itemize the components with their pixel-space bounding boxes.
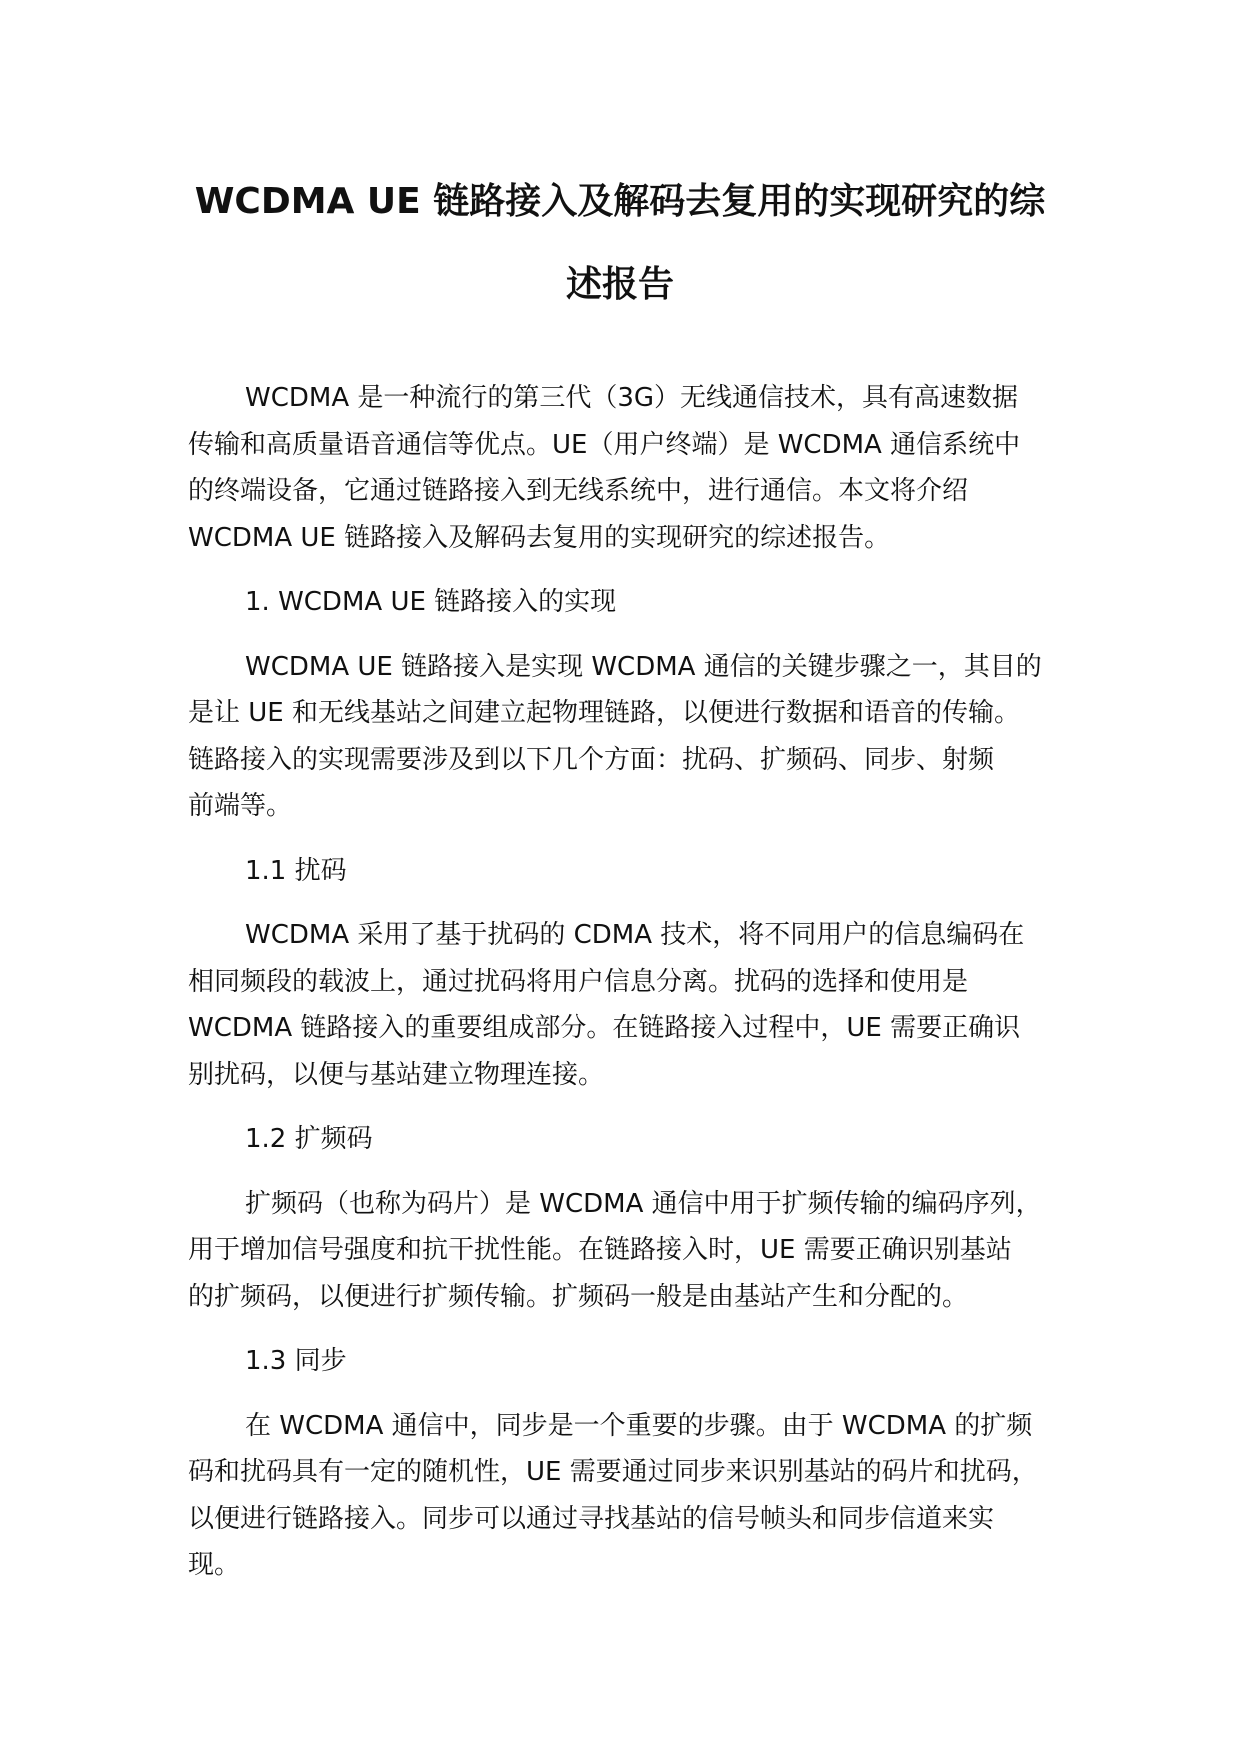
paragraph xyxy=(188,644,1088,830)
paragraph xyxy=(188,912,1088,1098)
paragraph-line: 相同频段的载波上，通过扰码将用户信息分离。扰码的选择和使用是 xyxy=(188,966,969,997)
paragraph-line: WCDMA 是一种流行的第三代（3G）无线通信技术，具有高速数据 xyxy=(245,383,1019,413)
document-title-line-2: 述报告 xyxy=(565,264,674,305)
paragraph-line: 1.2 扩频码 xyxy=(245,1124,373,1154)
paragraph-line: 以便进行链路接入。同步可以通过寻找基站的信号帧头和同步信道来实 xyxy=(188,1503,995,1534)
paragraph-line: 用于增加信号强度和抗干扰性能。在链路接入时，UE 需要正确识别基站 xyxy=(188,1235,1012,1265)
paragraph-line: 的扩频码，以便进行扩频传输。扩频码一般是由基站产生和分配的。 xyxy=(188,1281,969,1312)
paragraph xyxy=(188,848,1088,895)
paragraph xyxy=(188,375,1088,561)
paragraph-line: WCDMA 链路接入的重要组成部分。在链路接入过程中，UE 需要正确识 xyxy=(188,1013,1021,1043)
paragraph-line: 1.3 同步 xyxy=(245,1346,347,1376)
paragraph-line: WCDMA UE 链路接入及解码去复用的实现研究的综述报告。 xyxy=(188,522,891,553)
paragraph xyxy=(188,579,1088,626)
paragraph-line: WCDMA 采用了基于扰码的 CDMA 技术，将不同用户的信息编码在 xyxy=(245,920,1025,950)
paragraph-line: 码和扰码具有一定的随机性，UE 需要通过同步来识别基站的码片和扰码， xyxy=(188,1457,1038,1487)
paragraph-line: 现。 xyxy=(188,1550,241,1580)
paragraph-line: 传输和高质量语音通信等优点。UE（用户终端）是 WCDMA 通信系统中 xyxy=(188,429,1021,460)
paragraph xyxy=(188,1403,1088,1589)
paragraph-line: 的终端设备，它通过链路接入到无线系统中，进行通信。本文将介绍 xyxy=(188,476,969,506)
paragraph-line: 扩频码（也称为码片）是 WCDMA 通信中用于扩频传输的编码序列， xyxy=(245,1188,1042,1219)
paragraph-line: WCDMA UE 链路接入是实现 WCDMA 通信的关键步骤之一，其目的 xyxy=(245,651,1042,682)
paragraph-line: 1. WCDMA UE 链路接入的实现 xyxy=(245,587,617,617)
paragraph-line: 前端等。 xyxy=(188,791,293,821)
paragraph xyxy=(188,1181,1088,1321)
document-body xyxy=(188,375,1088,1607)
paragraph-line: 在 WCDMA 通信中，同步是一个重要的步骤。由于 WCDMA 的扩频 xyxy=(245,1410,1033,1441)
paragraph-line: 1.1 扰码 xyxy=(245,855,347,886)
paragraph xyxy=(188,1338,1088,1385)
paragraph-line: 是让 UE 和无线基站之间建立起物理链路，以便进行数据和语音的传输。 xyxy=(188,698,1020,728)
paragraph xyxy=(188,1116,1088,1163)
document-title-line-1: WCDMA UE 链路接入及解码去复用的实现研究的综 xyxy=(194,181,1046,222)
paragraph-line: 别扰码，以便与基站建立物理连接。 xyxy=(188,1059,605,1090)
paragraph-line: 链路接入的实现需要涉及到以下几个方面：扰码、扩频码、同步、射频 xyxy=(188,744,995,775)
